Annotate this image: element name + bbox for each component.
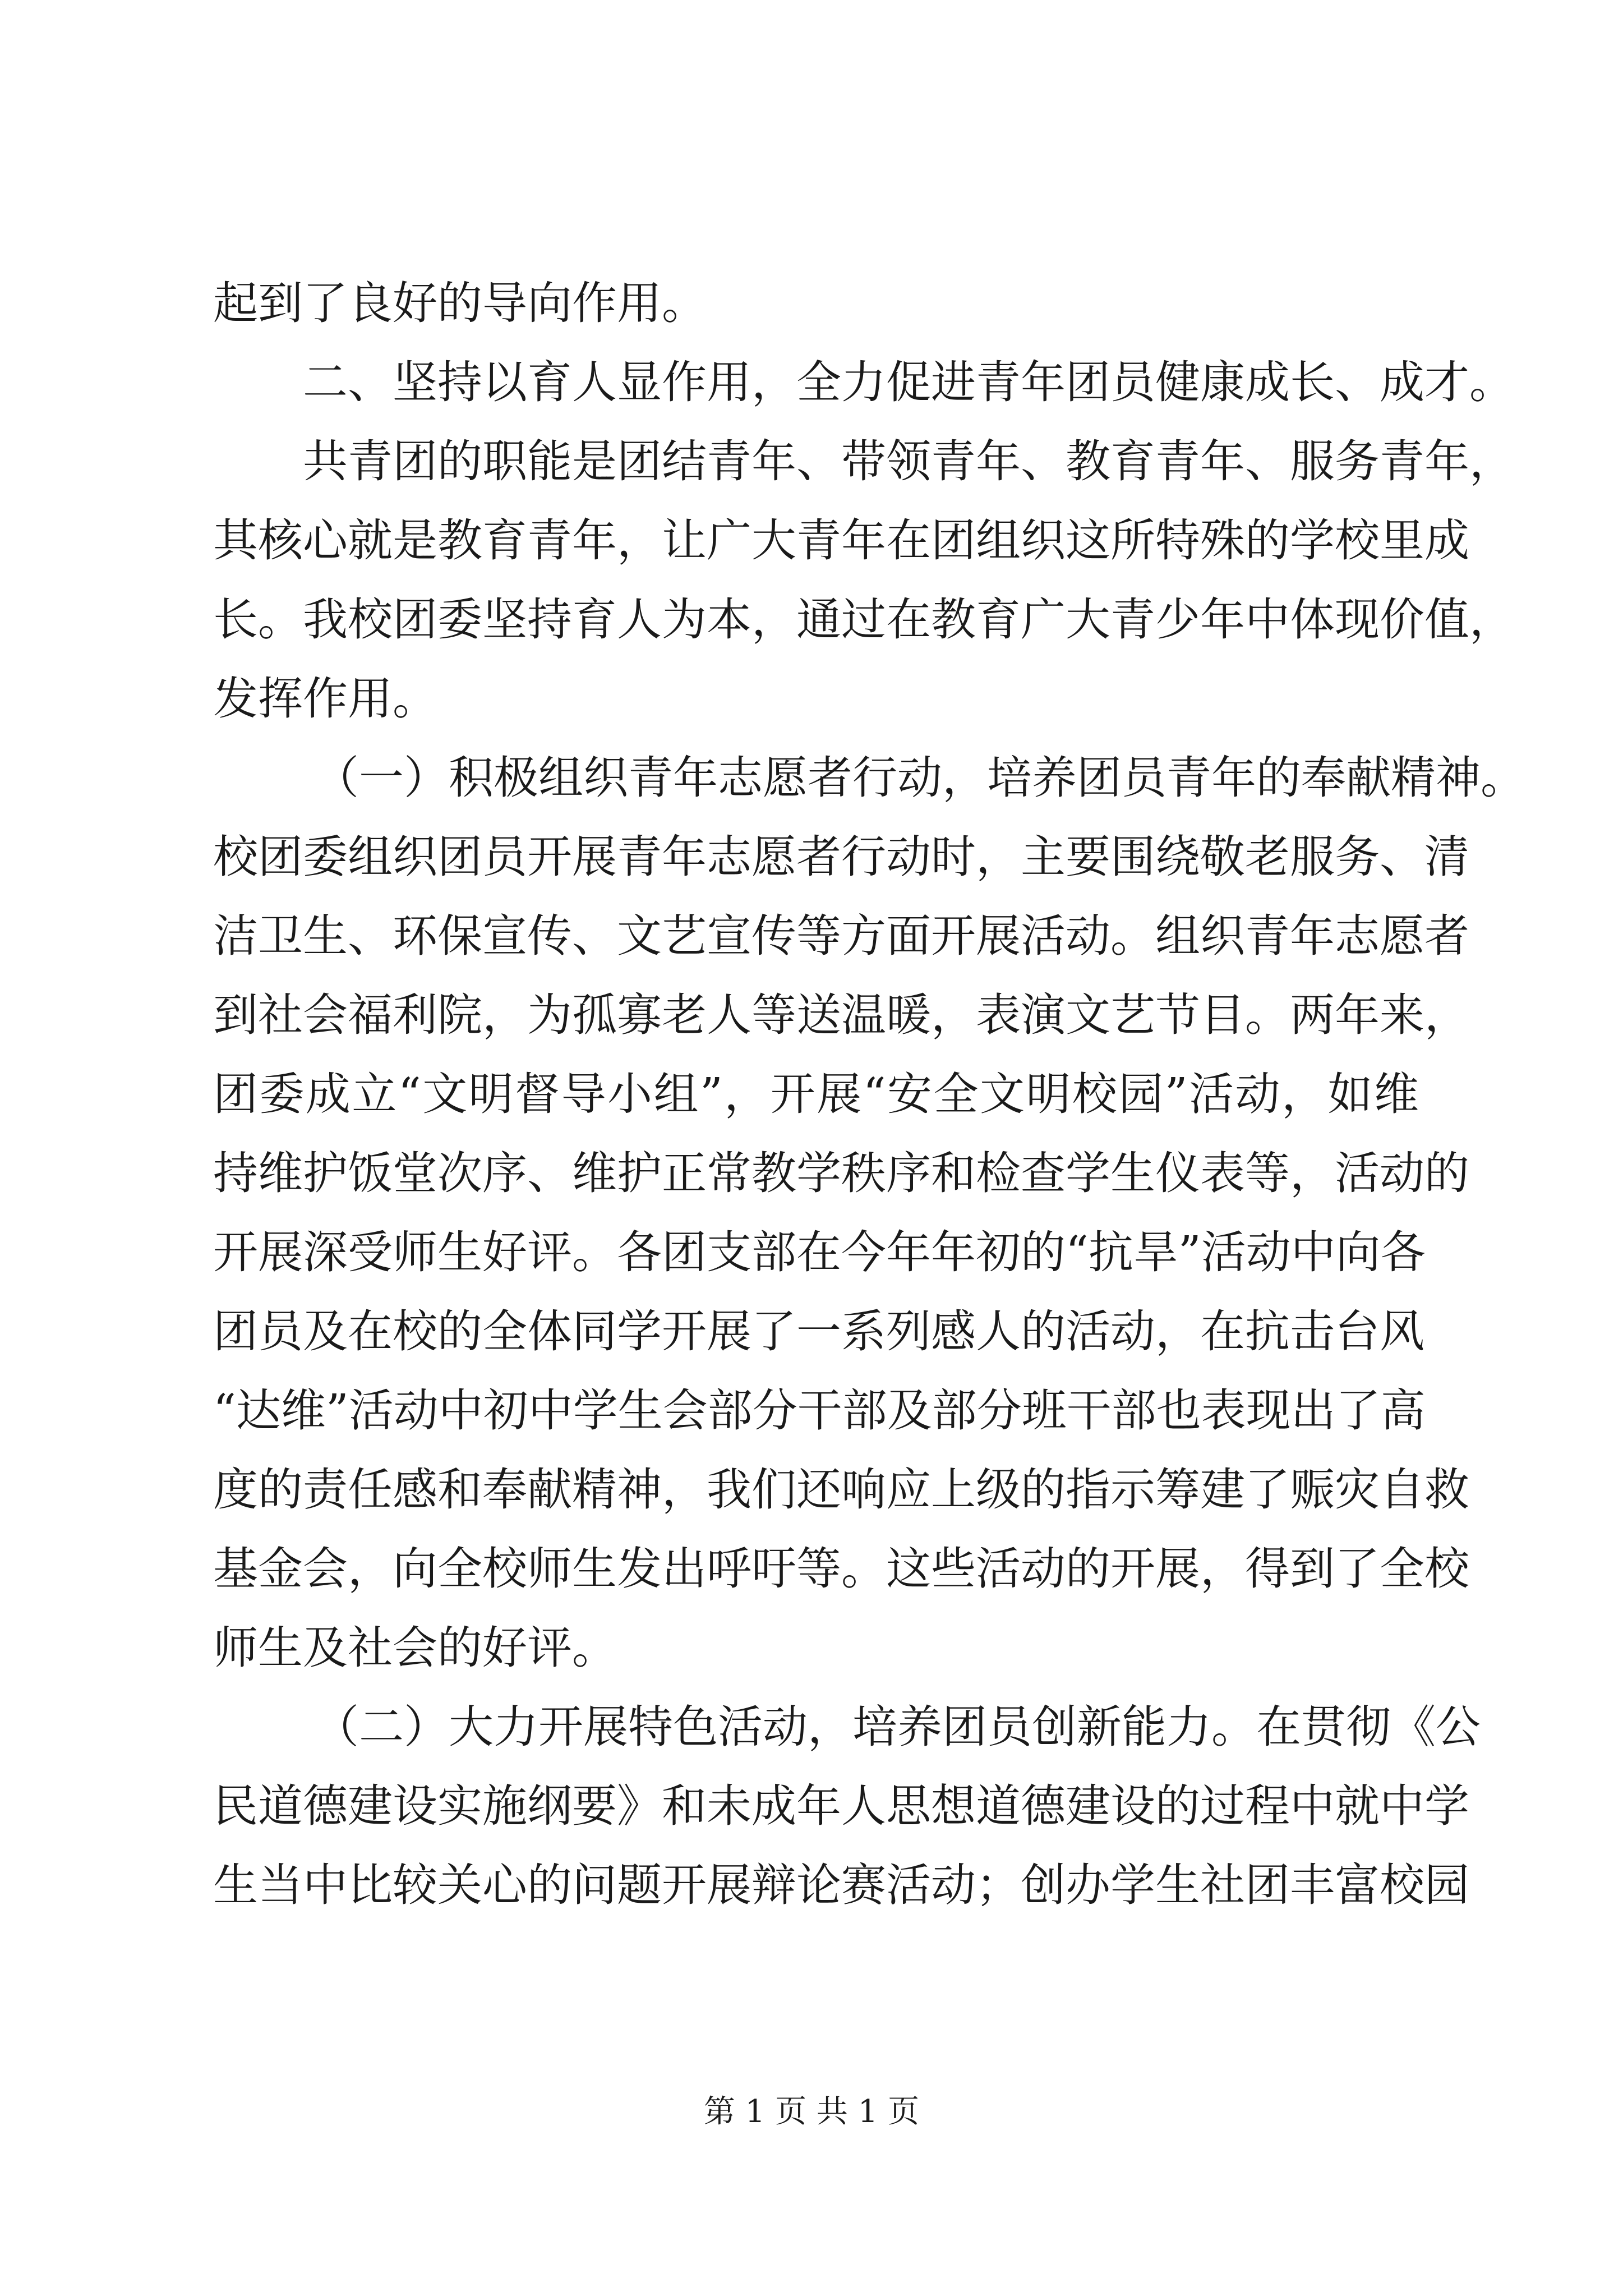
text-line: 到社会福利院，为孤寡老人等送温暖，表演文艺节目。两年来， (213, 989, 1469, 1041)
subsection-heading: （二）大力开展特色活动，培养团员创新能力。在贯彻《公 (314, 1701, 1481, 1753)
text-line: 洁卫生、环保宣传、文艺宣传等方面开展活动。组织青年志愿者 (213, 910, 1469, 962)
document-body (213, 264, 1525, 1925)
text-line: 师生及社会的好评。 (213, 1622, 617, 1674)
text-line: 其核心就是教育青年，让广大青年在团组织这所特殊的学校里成 (213, 514, 1469, 567)
text-line: 民道德建设实施纲要》和未成年人思想道德建设的过程中就中学 (213, 1780, 1469, 1832)
section-heading: 二、坚持以育人显作用，全力促进青年团员健康成长、成才。 (303, 356, 1514, 408)
text-line: 校团委组织团员开展青年志愿者行动时，主要围绕敬老服务、清 (213, 831, 1469, 883)
text-line: 团委成立“文明督导小组”，开展“安全文明校园”活动，如维 (213, 1068, 1419, 1120)
text-line: 发挥作用。 (213, 673, 437, 725)
text-line: 团员及在校的全体同学开展了一系列感人的活动，在抗击台风 (213, 1305, 1424, 1358)
text-line: 共青团的职能是团结青年、带领青年、教育青年、服务青年， (303, 435, 1514, 487)
text-line: “达维”活动中初中学生会部分干部及部分班干部也表现出了高 (213, 1384, 1426, 1437)
text-line: 基金会，向全校师生发出呼吁等。这些活动的开展，得到了全校 (213, 1543, 1469, 1595)
text-line: 起到了良好的导向作用。 (213, 277, 707, 329)
text-line: 开展深受师生好评。各团支部在今年年初的“抗旱”活动中向各 (213, 1226, 1426, 1278)
page-number-footer: 第 1 页 共 1 页 (703, 2093, 920, 2130)
text-line: 度的责任感和奉献精神，我们还响应上级的指示筹建了赈灾自救 (213, 1464, 1469, 1516)
text-line: 持维护饭堂次序、维护正常教学秩序和检查学生仪表等，活动的 (213, 1147, 1469, 1199)
text-line: 生当中比较关心的问题开展辩论赛活动；创办学生社团丰富校园 (213, 1859, 1469, 1911)
text-line: 长。我校团委坚持育人为本，通过在教育广大青少年中体现价值， (213, 593, 1514, 646)
subsection-heading: （一）积极组织青年志愿者行动，培养团员青年的奉献精神。 (314, 752, 1525, 804)
